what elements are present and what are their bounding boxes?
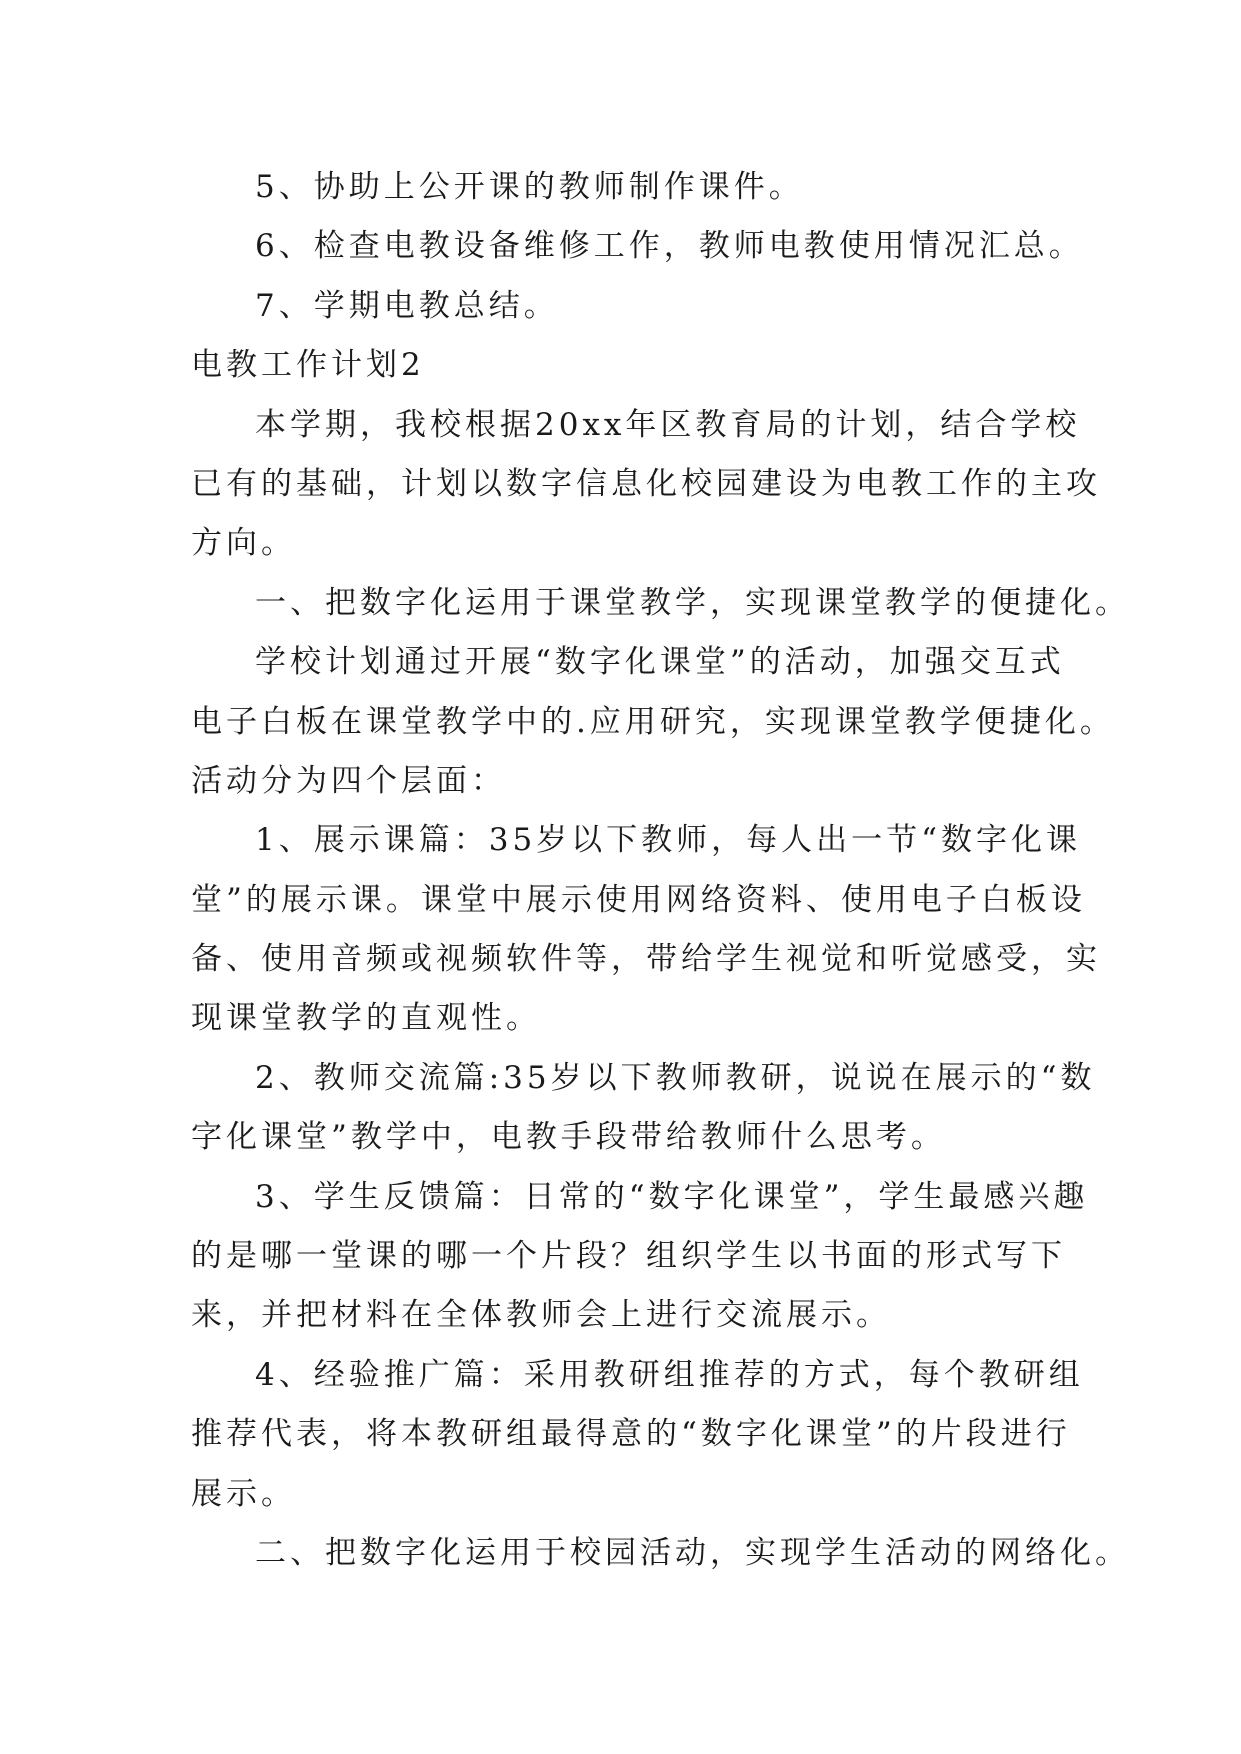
item-3-line: 3、学生反馈篇：日常的“数字化课堂”，学生最感兴趣 bbox=[255, 1178, 1089, 1215]
item-3-line: 来，并把材料在全体教师会上进行交流展示。 bbox=[191, 1297, 891, 1334]
intro-line: 本学期，我校根据20xx年区教育局的计划，结合学校 bbox=[255, 406, 1081, 443]
item-1-line: 堂”的展示课。课堂中展示使用网络资料、使用电子白板设 bbox=[191, 881, 1086, 918]
item-4-line: 4、经验推广篇：采用教研组推荐的方式，每个教研组 bbox=[255, 1356, 1084, 1393]
item-1-line: 1、展示课篇：35岁以下教师，每人出一节“数字化课 bbox=[255, 822, 1082, 859]
item-1-line: 现课堂教学的直观性。 bbox=[191, 1000, 541, 1037]
item-2-line: 字化课堂”教学中，电教手段带给教师什么思考。 bbox=[191, 1119, 946, 1156]
heading-1: 一、把数字化运用于课堂教学，实现课堂教学的便捷化。 bbox=[255, 584, 1130, 621]
paragraph-line: 电子白板在课堂教学中的.应用研究，实现课堂教学便捷化。 bbox=[191, 703, 1115, 740]
intro-line: 已有的基础，计划以数字信息化校园建设为电教工作的主攻 bbox=[191, 465, 1101, 502]
paragraph-line: 活动分为四个层面： bbox=[191, 762, 506, 799]
item-2-line: 2、教师交流篇:35岁以下教师教研，说说在展示的“数 bbox=[255, 1059, 1096, 1096]
item-1-line: 备、使用音频或视频软件等，带给学生视觉和听觉感受，实 bbox=[191, 941, 1101, 978]
heading-2: 二、把数字化运用于校园活动，实现学生活动的网络化。 bbox=[255, 1534, 1130, 1571]
paragraph-line: 学校计划通过开展“数字化课堂”的活动，加强交互式 bbox=[255, 644, 1065, 681]
section-title: 电教工作计划2 bbox=[191, 347, 425, 384]
list-item: 7、学期电教总结。 bbox=[255, 287, 559, 324]
item-3-line: 的是哪一堂课的哪一个片段？组织学生以书面的形式写下 bbox=[191, 1238, 1066, 1275]
item-4-line: 展示。 bbox=[191, 1475, 296, 1512]
document-page bbox=[191, 158, 1130, 1583]
list-item: 5、协助上公开课的教师制作课件。 bbox=[255, 169, 804, 205]
list-item: 6、检查电教设备维修工作，教师电教使用情况汇总。 bbox=[255, 228, 1084, 265]
intro-line: 方向。 bbox=[191, 525, 296, 562]
item-4-line: 推荐代表，将本教研组最得意的“数字化课堂”的片段进行 bbox=[191, 1416, 1071, 1453]
